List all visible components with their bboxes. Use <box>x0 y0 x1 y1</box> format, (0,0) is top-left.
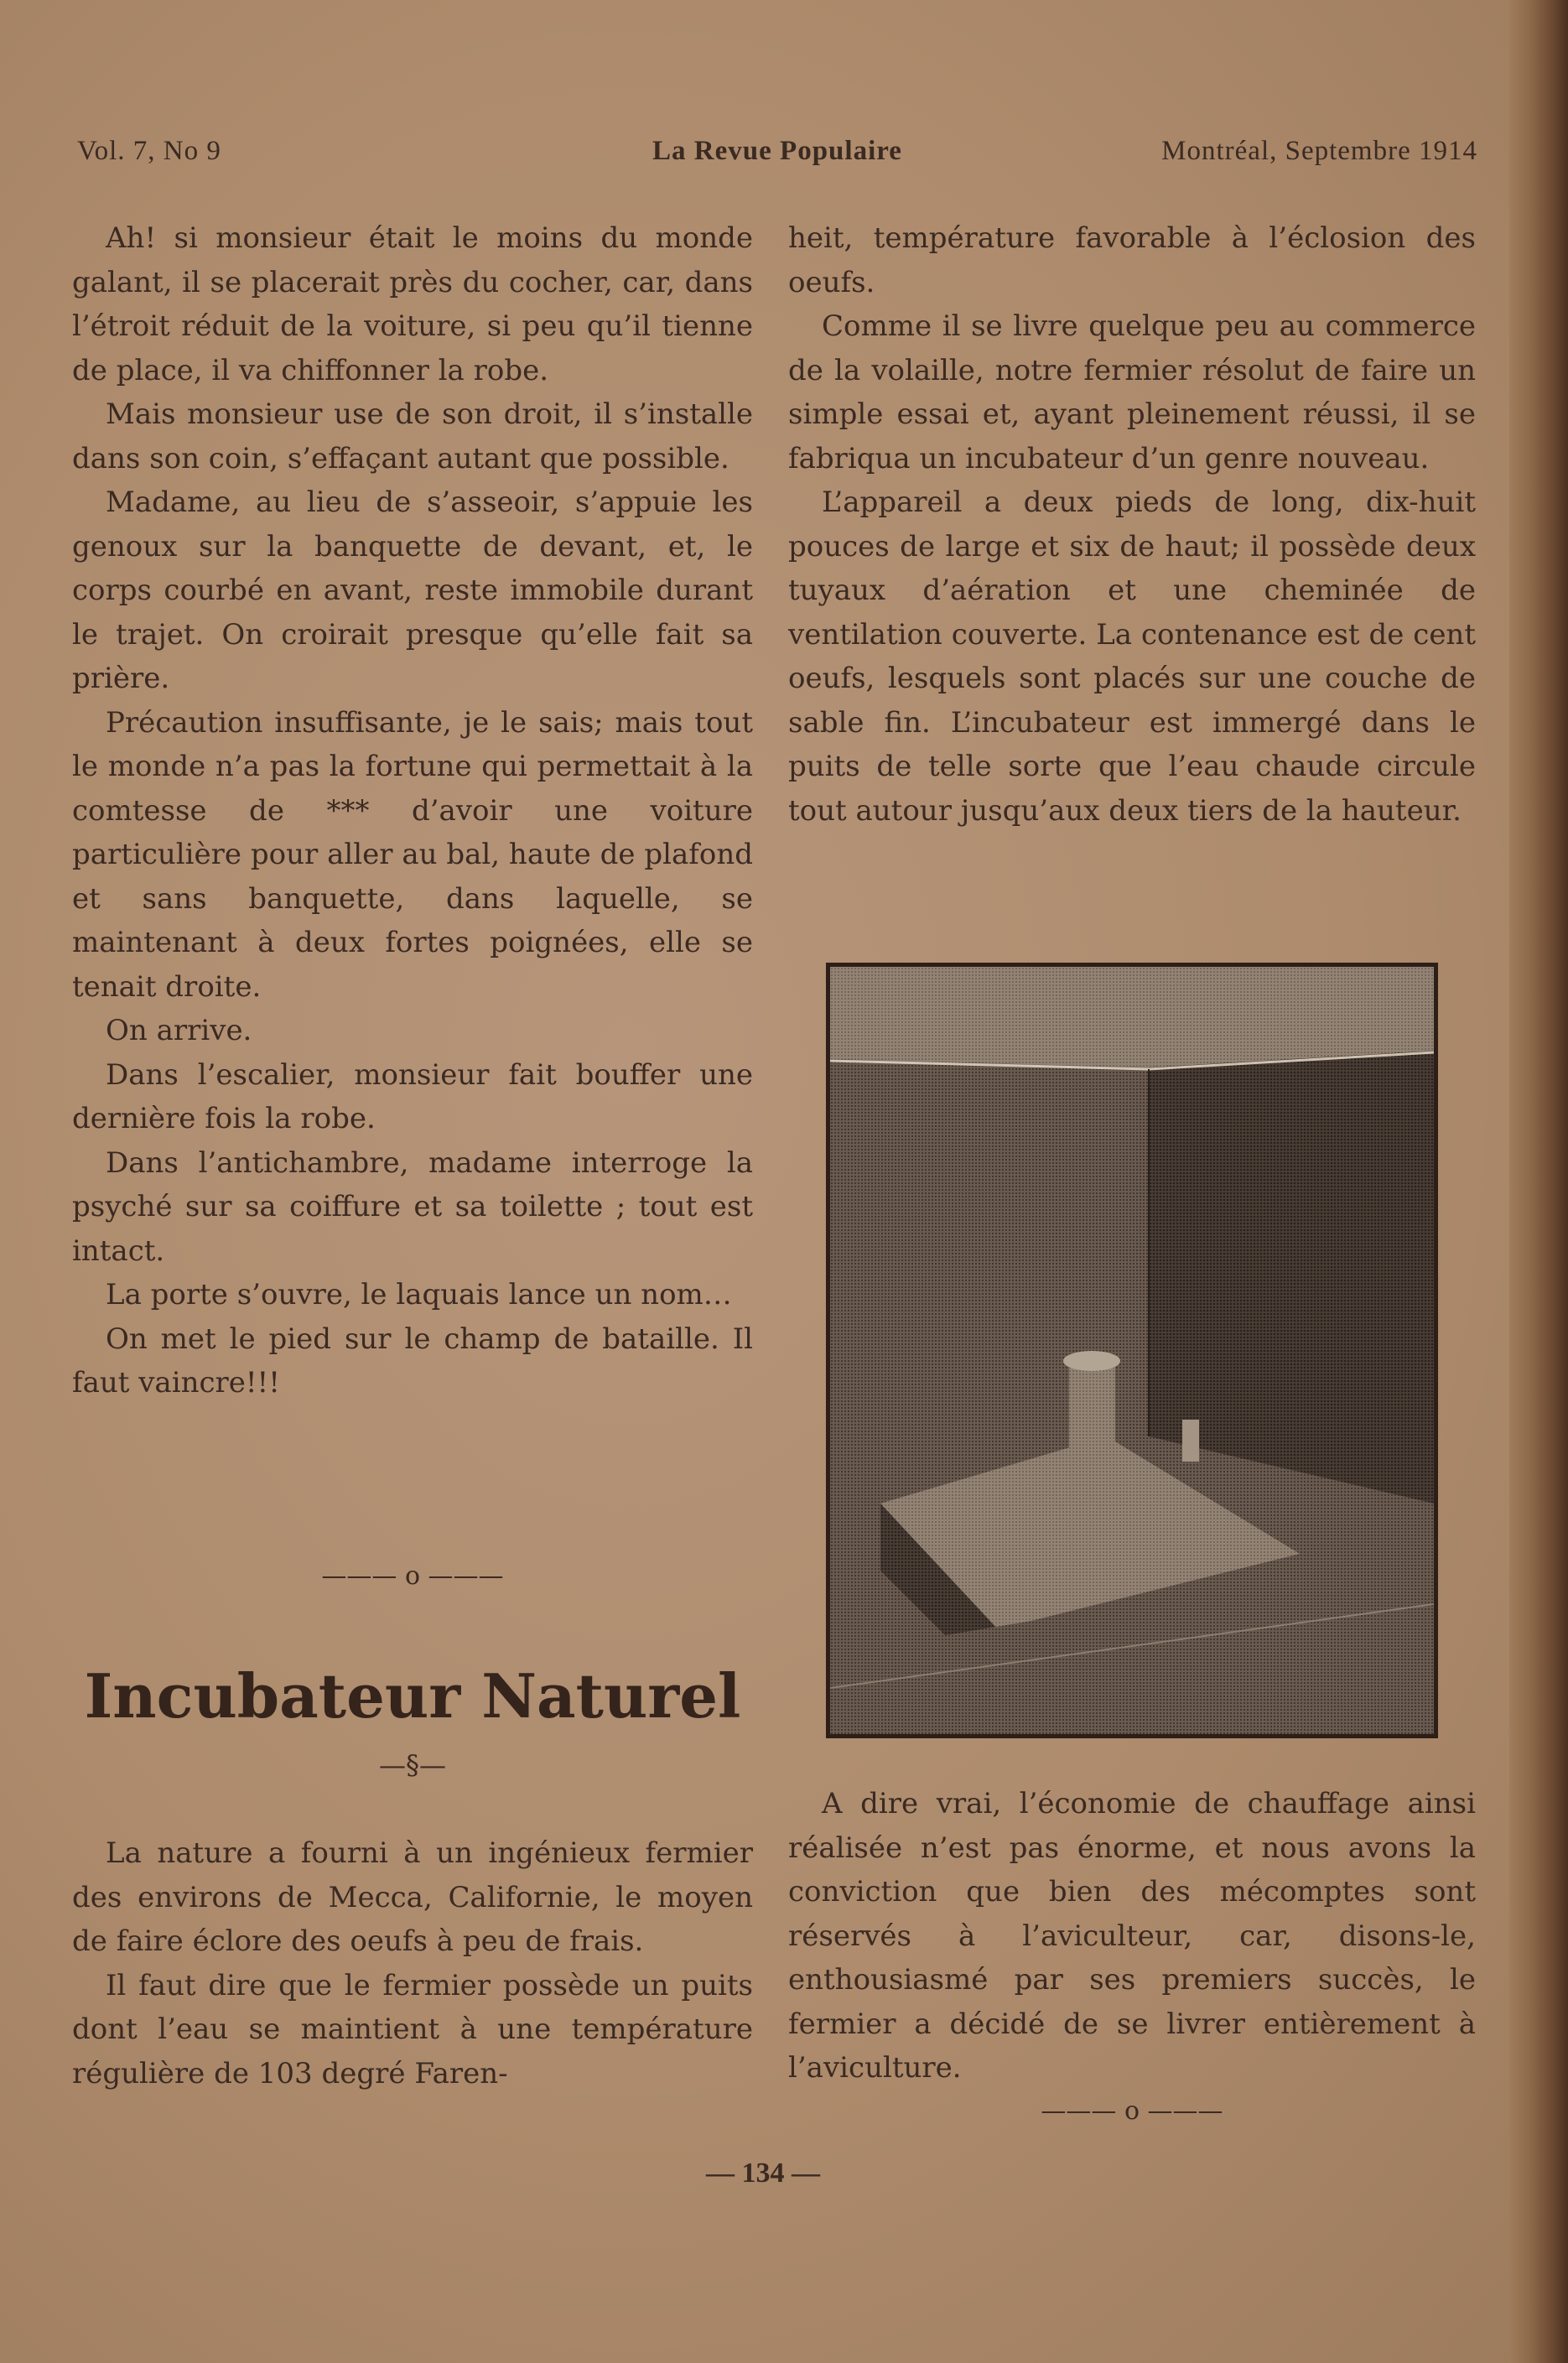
paragraph: L’appareil a deux pieds de long, dix-huit pouces de large et six de haut; il possède deux tuyaux d’aération et une cheminée de ventilation couverte. La contenance est de cent oeufs, lesquels sont placés sur une couche de sable fin. L’incubateur est immergé dans le puits de telle sorte que l’eau chaude circule tout autour jusqu’aux deux tiers de la hauteur. <box>788 486 1476 828</box>
article-end-separator: ——— o ——— <box>1041 2096 1223 2126</box>
left-column-previous-article <box>72 216 753 1405</box>
section-separator: ——— o ——— <box>321 1561 504 1591</box>
article-title: Incubateur Naturel <box>84 1660 741 1732</box>
paragraph: A dire vrai, l’économie de chauffage ainsi réalisée n’est pas énorme, et nous avons la conviction que bien des mécomptes sont réservés à l’aviculteur, car, disons-le, enthousiasmé par ses premiers succès, le fermier a décidé de se livrer entièrement à l’aviculture. <box>788 1787 1476 2085</box>
paragraph: Dans l’escalier, monsieur fait bouffer une dernière fois la robe. <box>72 1057 753 1135</box>
paragraph: La nature a fourni à un ingénieux fermier des environs de Mecca, Californie, le moyen de faire éclore des oeufs à peu de frais. <box>72 1836 753 1958</box>
article-left-column <box>72 1831 753 2096</box>
paragraph: On met le pied sur le champ de bataille. Il faut vaincre!!! <box>72 1322 753 1400</box>
paragraph: Madame, au lieu de s’asseoir, s’appuie les genoux sur la banquette de devant, et, le corps courbé en avant, reste immobile durant le trajet. On croirait presque qu’elle fait sa prière. <box>72 486 753 695</box>
page-number: — 134 — <box>706 2158 820 2189</box>
header-place-date: Montréal, Septembre 1914 <box>1161 136 1477 166</box>
paragraph: Il faut dire que le fermier possède un puits dont l’eau se maintient à une température régulière de 103 degré Faren- <box>72 1968 753 2090</box>
paragraph-continued: heit, température favorable à l’éclosion des oeufs. <box>788 221 1476 299</box>
article-right-column-top <box>788 216 1476 833</box>
incubator-photograph <box>826 963 1438 1738</box>
incubator-photo-illustration <box>830 967 1434 1734</box>
paragraph: Mais monsieur use de son droit, il s’installe dans son coin, s’effaçant autant que possible. <box>72 397 753 475</box>
article-right-column-bottom <box>788 1782 1476 2090</box>
paragraph: Précaution insuffisante, je le sais; mais tout le monde n’a pas la fortune qui permettait à la comtesse de *** d’avoir une voiture particulière pour aller au bal, haute de plafond et sans banquette, dans laquelle, se maintenant à deux fortes poignées, elle se tenait droite. <box>72 705 753 1004</box>
header-publication-title: La Revue Populaire <box>652 136 902 166</box>
paragraph: Ah! si monsieur était le moins du monde galant, il se placerait près du cocher, car, dans l’étroit réduit de la voiture, si peu qu’il tienne de place, il va chiffonner la robe. <box>72 221 753 387</box>
paragraph: On arrive. <box>106 1014 252 1047</box>
paragraph: Dans l’antichambre, madame interroge la psyché sur sa coiffure et sa toilette ; tout est intact. <box>72 1145 753 1268</box>
header-volume: Vol. 7, No 9 <box>77 136 221 166</box>
running-header <box>77 136 1477 178</box>
paragraph: La porte s’ouvre, le laquais lance un nom… <box>106 1278 732 1311</box>
title-ornament: —§— <box>379 1749 446 1781</box>
paragraph: Comme il se livre quelque peu au commerce de la volaille, notre fermier résolut de faire un simple essai et, ayant pleinement réussi, il se fabriqua un incubateur d’un genre nouveau. <box>788 309 1476 475</box>
